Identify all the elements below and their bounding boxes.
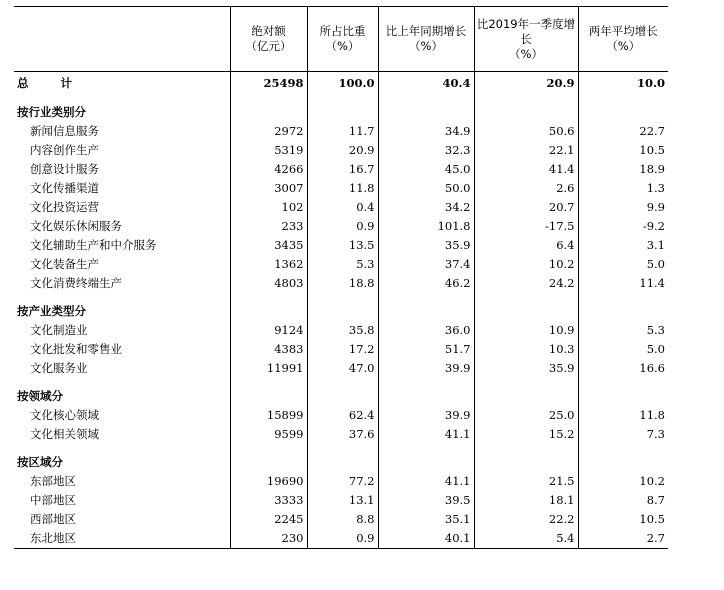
spacer-cell bbox=[14, 444, 230, 453]
value-cell: 19690 bbox=[230, 472, 307, 491]
value-cell: 9124 bbox=[230, 321, 307, 340]
value-cell: 1.3 bbox=[578, 179, 668, 198]
table-row bbox=[14, 472, 668, 491]
spacer-cell bbox=[474, 293, 578, 302]
value-cell: 16.7 bbox=[307, 160, 378, 179]
header-two-year-avg-growth bbox=[578, 7, 668, 72]
value-cell: 7.3 bbox=[578, 425, 668, 444]
spacer-cell bbox=[230, 293, 307, 302]
value-cell: 5.3 bbox=[578, 321, 668, 340]
value-cell: 9.9 bbox=[578, 198, 668, 217]
section-empty-cell bbox=[230, 387, 307, 406]
section-empty-cell bbox=[230, 453, 307, 472]
value-cell: 10.2 bbox=[474, 255, 578, 274]
value-cell: 102 bbox=[230, 198, 307, 217]
section-empty-cell bbox=[307, 387, 378, 406]
culture-revenue-table bbox=[14, 6, 668, 549]
spacer-cell bbox=[307, 94, 378, 103]
value-cell: 5.3 bbox=[307, 255, 378, 274]
table-body bbox=[14, 72, 668, 549]
value-cell: 2.6 bbox=[474, 179, 578, 198]
statistics-table-container bbox=[14, 6, 668, 549]
value-cell: 45.0 bbox=[378, 160, 474, 179]
total-cell: 25498 bbox=[230, 72, 307, 95]
table-row bbox=[14, 425, 668, 444]
row-label: 文化制造业 bbox=[30, 323, 88, 337]
value-cell: 13.5 bbox=[307, 236, 378, 255]
value-cell: 35.8 bbox=[307, 321, 378, 340]
value-cell: 8.7 bbox=[578, 491, 668, 510]
value-cell: 11.8 bbox=[578, 406, 668, 425]
section-empty-cell bbox=[378, 453, 474, 472]
header-absolute-amount bbox=[230, 7, 307, 72]
row-label: 文化辅助生产和中介服务 bbox=[30, 238, 157, 252]
table-row bbox=[14, 217, 668, 236]
value-cell: 0.9 bbox=[307, 217, 378, 236]
value-cell: 37.6 bbox=[307, 425, 378, 444]
value-cell: 15899 bbox=[230, 406, 307, 425]
row-label: 文化娱乐休闲服务 bbox=[30, 219, 122, 233]
spacer-cell bbox=[474, 94, 578, 103]
header-unit: （亿元） bbox=[245, 39, 292, 53]
table-row bbox=[14, 160, 668, 179]
value-cell: 4266 bbox=[230, 160, 307, 179]
row-label: 东北地区 bbox=[14, 529, 230, 549]
spacer-cell bbox=[578, 378, 668, 387]
table-row bbox=[14, 406, 668, 425]
value-cell: 10.3 bbox=[474, 340, 578, 359]
spacer-cell bbox=[307, 378, 378, 387]
section-heading-row bbox=[14, 302, 668, 321]
spacer-cell bbox=[307, 293, 378, 302]
value-cell: 16.6 bbox=[578, 359, 668, 378]
section-empty-cell bbox=[474, 387, 578, 406]
value-cell: 10.9 bbox=[474, 321, 578, 340]
table-row bbox=[14, 321, 668, 340]
value-cell: 39.5 bbox=[378, 491, 474, 510]
header-unit: （%） bbox=[325, 39, 360, 53]
value-cell: 46.2 bbox=[378, 274, 474, 293]
value-cell: 18.9 bbox=[578, 160, 668, 179]
row-label: 文化消费终端生产 bbox=[30, 276, 122, 290]
value-cell: 21.5 bbox=[474, 472, 578, 491]
value-cell: 24.2 bbox=[474, 274, 578, 293]
value-cell: 18.8 bbox=[307, 274, 378, 293]
value-cell: 2972 bbox=[230, 122, 307, 141]
spacer-row bbox=[14, 94, 668, 103]
header-blank-cell bbox=[14, 7, 230, 72]
value-cell: 36.0 bbox=[378, 321, 474, 340]
row-label: 文化批发和零售业 bbox=[30, 342, 122, 356]
spacer-cell bbox=[14, 378, 230, 387]
total-cell: 10.0 bbox=[578, 72, 668, 95]
value-cell: 1362 bbox=[230, 255, 307, 274]
section-empty-cell bbox=[474, 103, 578, 122]
row-label: 文化投资运营 bbox=[30, 200, 99, 214]
value-cell: 3435 bbox=[230, 236, 307, 255]
total-row bbox=[14, 72, 668, 95]
value-cell: 51.7 bbox=[378, 340, 474, 359]
value-cell: 5.4 bbox=[474, 529, 578, 549]
value-cell: 20.7 bbox=[474, 198, 578, 217]
spacer-cell bbox=[307, 444, 378, 453]
row-label: 文化服务业 bbox=[30, 361, 88, 375]
value-cell: 6.4 bbox=[474, 236, 578, 255]
value-cell: 10.2 bbox=[578, 472, 668, 491]
value-cell: 11.8 bbox=[307, 179, 378, 198]
value-cell: -9.2 bbox=[578, 217, 668, 236]
section-empty-cell bbox=[474, 302, 578, 321]
value-cell: 15.2 bbox=[474, 425, 578, 444]
value-cell: 3007 bbox=[230, 179, 307, 198]
spacer-cell bbox=[378, 444, 474, 453]
table-row bbox=[14, 340, 668, 359]
value-cell: 41.1 bbox=[378, 472, 474, 491]
row-label: 内容创作生产 bbox=[30, 143, 99, 157]
spacer-cell bbox=[14, 94, 230, 103]
section-heading-row bbox=[14, 103, 668, 122]
section-empty-cell bbox=[578, 302, 668, 321]
value-cell: 101.8 bbox=[378, 217, 474, 236]
table-row bbox=[14, 529, 668, 549]
value-cell: 11991 bbox=[230, 359, 307, 378]
row-label: 新闻信息服务 bbox=[30, 124, 99, 138]
value-cell: 11.7 bbox=[307, 122, 378, 141]
section-empty-cell bbox=[230, 302, 307, 321]
table-row bbox=[14, 198, 668, 217]
total-cell: 20.9 bbox=[474, 72, 578, 95]
header-share bbox=[307, 7, 378, 72]
spacer-cell bbox=[474, 444, 578, 453]
value-cell: 50.6 bbox=[474, 122, 578, 141]
section-empty-cell bbox=[578, 387, 668, 406]
section-empty-cell bbox=[578, 453, 668, 472]
value-cell: 39.9 bbox=[378, 359, 474, 378]
section-title: 按产业类型分 bbox=[17, 304, 86, 318]
header-text-cont: 长 bbox=[520, 31, 532, 46]
section-empty-cell bbox=[378, 302, 474, 321]
spacer-cell bbox=[578, 444, 668, 453]
section-empty-cell bbox=[230, 103, 307, 122]
section-empty-cell bbox=[307, 302, 378, 321]
table-row bbox=[14, 510, 668, 529]
header-text: 绝对额 bbox=[251, 24, 286, 38]
value-cell: 13.1 bbox=[307, 491, 378, 510]
value-cell: 5319 bbox=[230, 141, 307, 160]
value-cell: 22.2 bbox=[474, 510, 578, 529]
value-cell: 10.5 bbox=[578, 510, 668, 529]
value-cell: 35.9 bbox=[378, 236, 474, 255]
value-cell: 3333 bbox=[230, 491, 307, 510]
value-cell: -17.5 bbox=[474, 217, 578, 236]
value-cell: 233 bbox=[230, 217, 307, 236]
section-title: 按区域分 bbox=[17, 455, 63, 469]
table-row bbox=[14, 359, 668, 378]
section-empty-cell bbox=[378, 103, 474, 122]
value-cell: 47.0 bbox=[307, 359, 378, 378]
value-cell: 4803 bbox=[230, 274, 307, 293]
section-empty-cell bbox=[307, 453, 378, 472]
section-title: 按领域分 bbox=[17, 389, 63, 403]
spacer-cell bbox=[230, 444, 307, 453]
section-title: 按行业类别分 bbox=[17, 105, 86, 119]
value-cell: 10.5 bbox=[578, 141, 668, 160]
value-cell: 22.7 bbox=[578, 122, 668, 141]
spacer-cell bbox=[14, 293, 230, 302]
value-cell: 41.4 bbox=[474, 160, 578, 179]
row-label: 东部地区 bbox=[30, 474, 76, 488]
value-cell: 50.0 bbox=[378, 179, 474, 198]
row-label: 文化核心领域 bbox=[30, 408, 99, 422]
header-unit: （%） bbox=[409, 39, 443, 53]
value-cell: 11.4 bbox=[578, 274, 668, 293]
spacer-cell bbox=[230, 94, 307, 103]
value-cell: 17.2 bbox=[307, 340, 378, 359]
table-header bbox=[14, 7, 668, 72]
value-cell: 40.1 bbox=[378, 529, 474, 549]
section-empty-cell bbox=[378, 387, 474, 406]
header-text: 比2019年一季度增 bbox=[476, 16, 576, 31]
value-cell: 0.9 bbox=[307, 529, 378, 549]
spacer-cell bbox=[378, 94, 474, 103]
table-row bbox=[14, 141, 668, 160]
value-cell: 35.1 bbox=[378, 510, 474, 529]
value-cell: 41.1 bbox=[378, 425, 474, 444]
value-cell: 5.0 bbox=[578, 340, 668, 359]
row-label: 创意设计服务 bbox=[30, 162, 99, 176]
total-cell: 100.0 bbox=[307, 72, 378, 95]
value-cell: 3.1 bbox=[578, 236, 668, 255]
row-label: 中部地区 bbox=[30, 493, 76, 507]
table-row bbox=[14, 122, 668, 141]
value-cell: 230 bbox=[230, 529, 307, 549]
row-label: 西部地区 bbox=[30, 512, 76, 526]
value-cell: 25.0 bbox=[474, 406, 578, 425]
value-cell: 18.1 bbox=[474, 491, 578, 510]
spacer-cell bbox=[230, 378, 307, 387]
section-heading-row bbox=[14, 387, 668, 406]
spacer-cell bbox=[578, 293, 668, 302]
value-cell: 2245 bbox=[230, 510, 307, 529]
value-cell: 77.2 bbox=[307, 472, 378, 491]
total-label bbox=[14, 72, 230, 95]
section-empty-cell bbox=[307, 103, 378, 122]
table-row bbox=[14, 179, 668, 198]
value-cell: 9599 bbox=[230, 425, 307, 444]
spacer-cell bbox=[578, 94, 668, 103]
spacer-row bbox=[14, 444, 668, 453]
table-row bbox=[14, 255, 668, 274]
table-row bbox=[14, 236, 668, 255]
total-cell: 40.4 bbox=[378, 72, 474, 95]
value-cell: 35.9 bbox=[474, 359, 578, 378]
value-cell: 22.1 bbox=[474, 141, 578, 160]
value-cell: 5.0 bbox=[578, 255, 668, 274]
value-cell: 34.2 bbox=[378, 198, 474, 217]
value-cell: 62.4 bbox=[307, 406, 378, 425]
value-cell: 32.3 bbox=[378, 141, 474, 160]
header-vs-2019-growth bbox=[474, 7, 578, 72]
row-label: 文化传播渠道 bbox=[30, 181, 99, 195]
spacer-cell bbox=[378, 378, 474, 387]
value-cell: 20.9 bbox=[307, 141, 378, 160]
section-heading-row bbox=[14, 453, 668, 472]
spacer-cell bbox=[474, 378, 578, 387]
section-empty-cell bbox=[578, 103, 668, 122]
value-cell: 0.4 bbox=[307, 198, 378, 217]
table-row bbox=[14, 491, 668, 510]
value-cell: 37.4 bbox=[378, 255, 474, 274]
value-cell: 2.7 bbox=[578, 529, 668, 549]
row-label: 文化装备生产 bbox=[30, 257, 99, 271]
spacer-cell bbox=[378, 293, 474, 302]
spacer-row bbox=[14, 293, 668, 302]
table-row bbox=[14, 274, 668, 293]
value-cell: 4383 bbox=[230, 340, 307, 359]
header-yoy-growth bbox=[378, 7, 474, 72]
header-text: 所占比重 bbox=[319, 24, 366, 38]
value-cell: 8.8 bbox=[307, 510, 378, 529]
header-text: 两年平均增长 bbox=[588, 24, 658, 38]
spacer-row bbox=[14, 378, 668, 387]
section-empty-cell bbox=[474, 453, 578, 472]
header-text: 比上年同期增长 bbox=[385, 24, 467, 38]
row-label: 文化相关领域 bbox=[30, 427, 99, 441]
header-unit: （%） bbox=[509, 46, 543, 61]
total-label-text: 总 计 bbox=[17, 75, 87, 90]
value-cell: 39.9 bbox=[378, 406, 474, 425]
value-cell: 34.9 bbox=[378, 122, 474, 141]
header-unit: （%） bbox=[606, 39, 641, 53]
